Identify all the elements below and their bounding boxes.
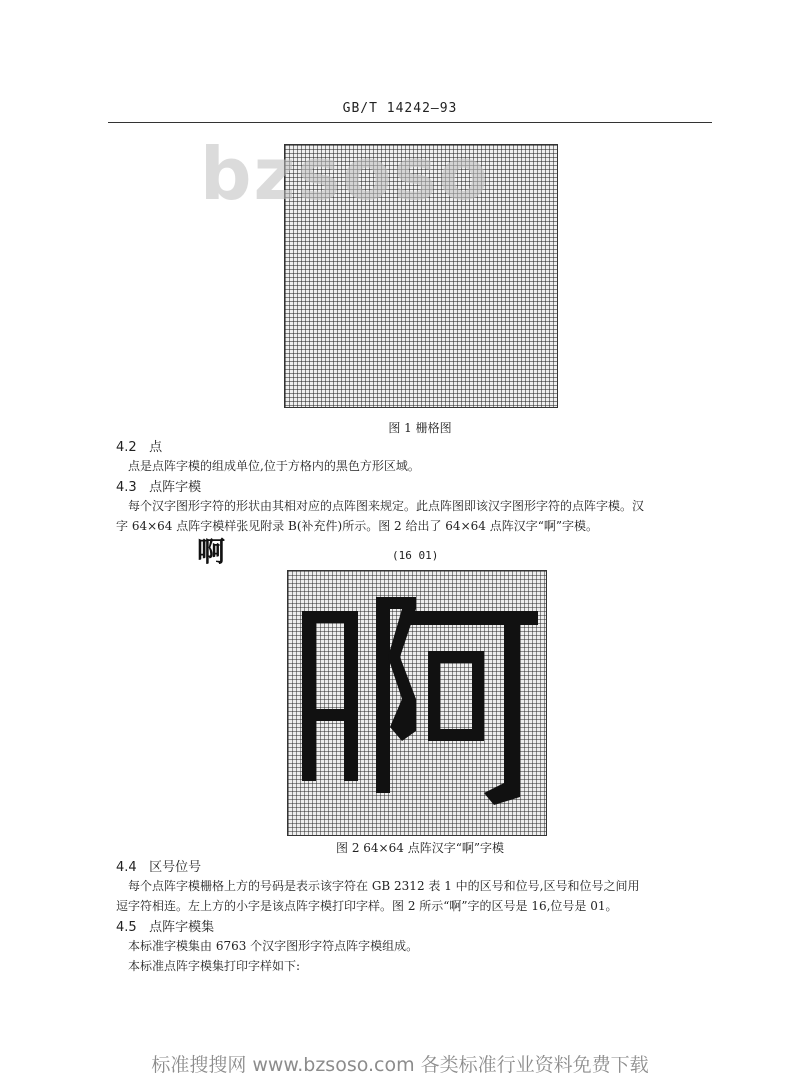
- section-title: 点: [149, 440, 163, 455]
- section-title: 点阵字模集: [149, 920, 215, 935]
- figure-1-caption: 图 1 栅格图: [388, 421, 452, 435]
- section-title: 点阵字模: [149, 480, 202, 495]
- section-4-3-heading: [116, 476, 201, 495]
- glyph-stroke: [428, 729, 484, 741]
- section-number: 4.2: [116, 440, 137, 455]
- header-rule: [108, 122, 712, 123]
- section-4-5-heading: [116, 916, 214, 935]
- glyph-stroke: [302, 611, 316, 781]
- print-sample-glyph: 啊: [197, 535, 226, 568]
- figure-2-caption: 图 2 64×64 点阵汉字“啊”字模: [336, 841, 504, 855]
- section-4-3-line2: 字 64×64 点阵字模样张见附录 B(补充件)所示。图 2 给出了 64×64 点阵汉字“啊”字模。: [116, 519, 598, 533]
- section-number: 4.4: [116, 860, 137, 875]
- glyph-stroke: [302, 709, 358, 721]
- section-4-3-line1: 每个汉字图形字符的形状由其相对应的点阵图来规定。此点阵图即该汉字图形字符的点阵字模。汉: [128, 499, 645, 513]
- watermark: bzsoso: [200, 132, 491, 216]
- section-4-4-heading: [116, 856, 201, 875]
- section-4-5-line1: 本标准字模集由 6763 个汉字图形字符点阵字模组成。: [128, 939, 419, 953]
- section-title: 区号位号: [149, 860, 202, 875]
- glyph-stroke: [504, 611, 520, 787]
- dot-matrix-glyph-figure: [287, 570, 547, 836]
- section-number: 4.3: [116, 480, 137, 495]
- zone-position-code: (16 01): [392, 549, 439, 562]
- glyph-stroke: [428, 651, 440, 741]
- section-4-5-line2: 本标准点阵字模集打印字样如下:: [128, 959, 301, 973]
- section-4-4-line2: 逗字符相连。左上方的小字是该点阵字模打印字样。图 2 所示“啊”字的区号是 16,位号是 01。: [116, 899, 618, 913]
- section-4-4-line1: 每个点阵字模栅格上方的号码是表示该字符在 GB 2312 表 1 中的区号和位号,区号和位号之间用: [128, 879, 640, 893]
- section-4-2-body: 点是点阵字模的组成单位,位于方格内的黑色方形区域。: [128, 459, 420, 473]
- footer-watermark-link[interactable]: 标准搜搜网 www.bzsoso.com 各类标准行业资料免费下载: [151, 1054, 649, 1076]
- glyph-stroke: [344, 611, 358, 781]
- glyph-stroke: [472, 651, 484, 741]
- glyph-stroke: [376, 597, 390, 793]
- glyph-a-bitmap: [288, 571, 546, 835]
- document-code-header: GB/T 14242—93: [342, 101, 458, 116]
- section-4-2-heading: [116, 436, 162, 455]
- section-number: 4.5: [116, 920, 137, 935]
